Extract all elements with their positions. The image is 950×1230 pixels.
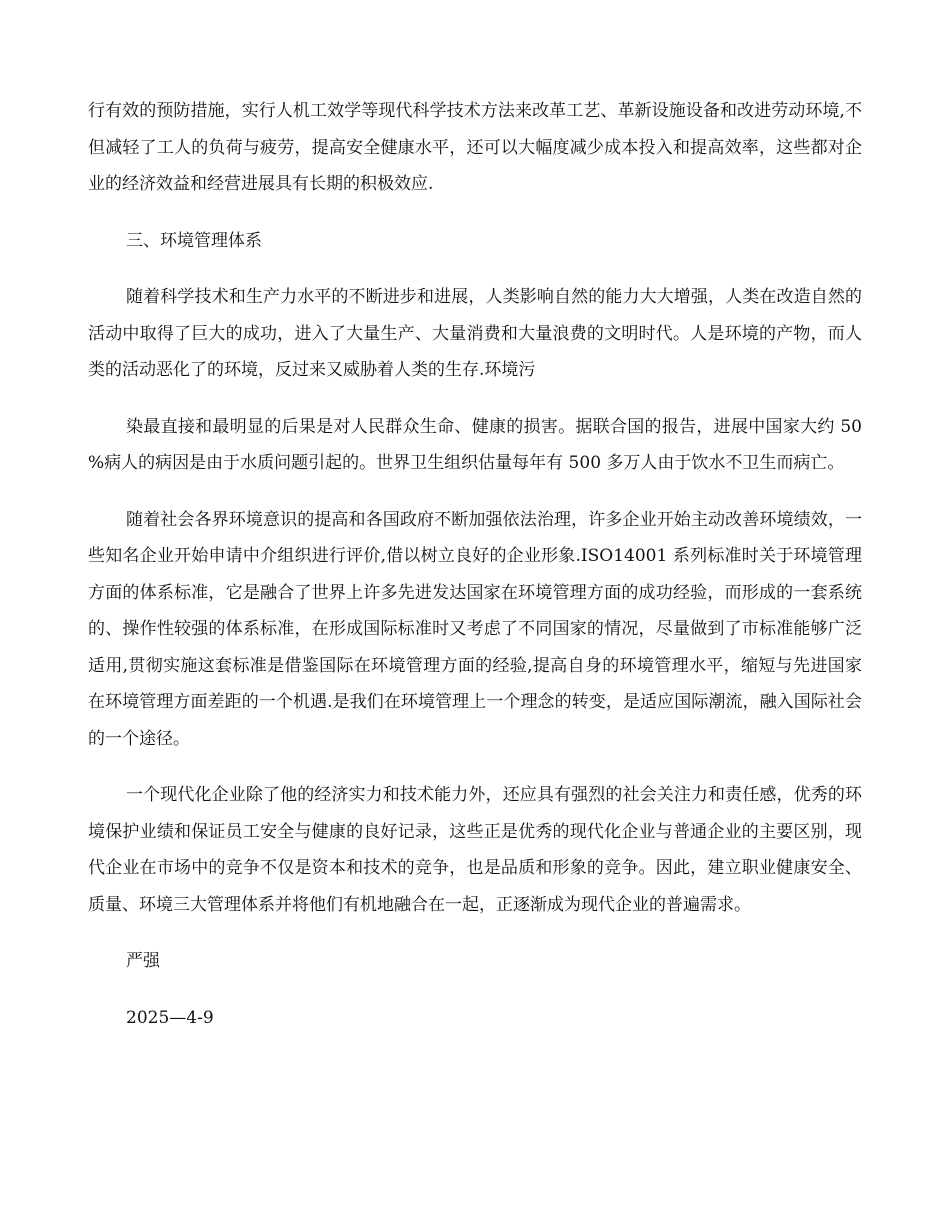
paragraph: 染最直接和最明显的后果是对人民群众生命、健康的损害。据联合国的报告，进展中国家大约 50%病人的病因是由于水质问题引起的。世界卫生组织估量每年有 500 多万人由于饮水不卫生而病亡。 (88, 416, 862, 473)
document-date: 2025—4-9 (126, 1007, 214, 1028)
paragraph-continued: 行有效的预防措施，实行人机工效学等现代科学技术方法来改革工艺、革新设施设备和改进劳动环境,不但减轻了工人的负荷与疲劳，提高安全健康水平，还可以大幅度减少成本投入和提高效率，这些都对企业的经济效益和经营进展具有长期的积极效应. (88, 101, 862, 194)
paragraph: 随着科学技术和生产力水平的不断进步和进展，人类影响自然的能力大大增强，人类在改造自然的活动中取得了巨大的成功，进入了大量生产、大量消费和大量浪费的文明时代。人是环境的产物，而人类的活动恶化了的环境，反过来又威胁着人类的生存.环境污 (88, 287, 862, 380)
author-signature: 严强 (126, 951, 160, 971)
document-page (88, 93, 862, 1056)
paragraph: 随着社会各界环境意识的提高和各国政府不断加强依法治理，许多企业开始主动改善环境绩效，一些知名企业开始申请中介组织进行评价,借以树立良好的企业形象.ISO14001 系列标准时关于环境管理方面的体系标准，它是融合了世界上许多先进发达国家在环境管理方面的成功经验，而形成的一套系统的、操作性较强的体系标准，在形成国际标准时又考虑了不同国家的情况，尽量做到了市标准能够广泛适用,贯彻实施这套标准是借鉴国际在环境管理方面的经验,提高自身的环境管理水平，缩短与先进国家在环境管理方面差距的一个机遇.是我们在环境管理上一个理念的转变，是适应国际潮流，融入国际社会的一个途径。 (88, 509, 862, 749)
section-heading: 三、环境管理体系 (126, 230, 262, 251)
paragraph: 一个现代化企业除了他的经济实力和技术能力外，还应具有强烈的社会关注力和责任感，优秀的环境保护业绩和保证员工安全与健康的良好记录，这些正是优秀的现代化企业与普通企业的主要区别，现代企业在市场中的竞争不仅是资本和技术的竞争，也是品质和形象的竞争。因此，建立职业健康安全、质量、环境三大管理体系并将他们有机地融合在一起，正逐渐成为现代企业的普遍需求。 (88, 785, 862, 915)
